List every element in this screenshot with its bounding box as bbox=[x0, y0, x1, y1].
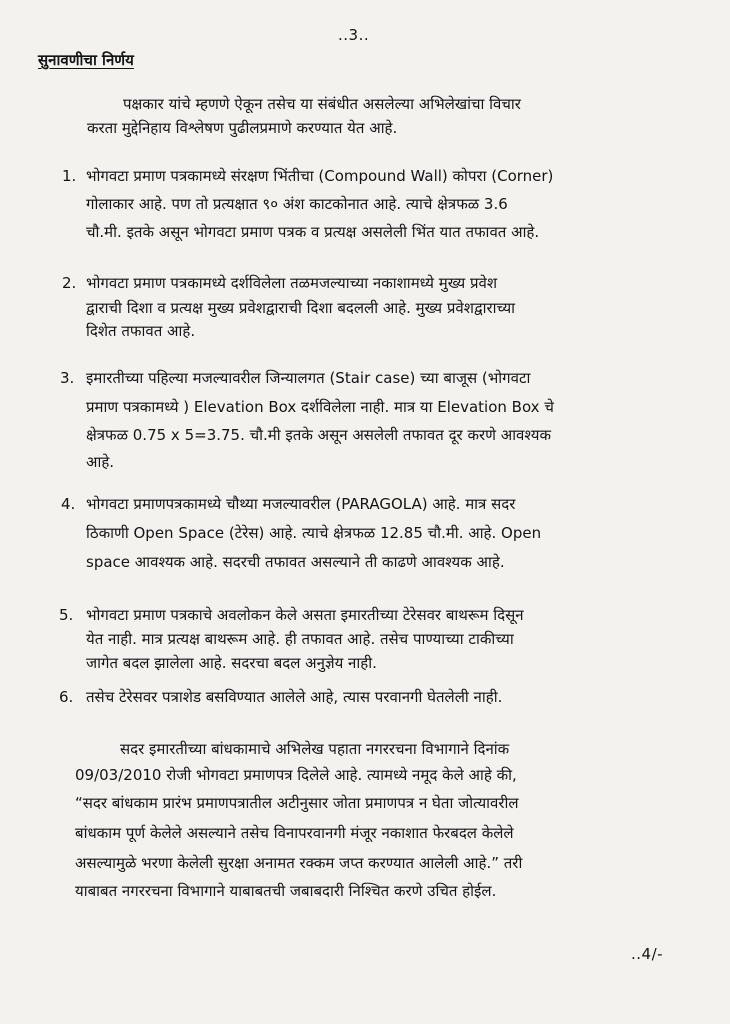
point-line: तसेच टेरेसवर पत्राशेड बसविण्यात आलेले आहे, त्यास परवानगी घेतलेली नाही. bbox=[86, 688, 503, 706]
closing-line: याबाबत नगररचना विभागाने याबाबतची जबाबदारी निश्चित करणे उचित होईल. bbox=[75, 882, 497, 900]
point-line: space आवश्यक आहे. सदरची तफावत असल्याने ती काढणे आवश्यक आहे. bbox=[86, 553, 505, 571]
next-page-marker: ..4/- bbox=[631, 945, 664, 963]
page-number: ..3.. bbox=[338, 26, 370, 44]
point-number: 1. bbox=[62, 167, 77, 185]
section-heading: सुनावणीचा निर्णय bbox=[38, 51, 134, 69]
point-line: ठिकाणी Open Space (टेरेस) आहे. त्याचे क्षेत्रफळ 12.85 चौ.मी. आहे. Open bbox=[86, 524, 542, 542]
point-number: 2. bbox=[62, 274, 77, 292]
intro-line: पक्षकार यांचे म्हणणे ऐकून तसेच या संबंधीत असलेल्या अभिलेखांचा विचार bbox=[123, 95, 521, 113]
point-line: द्वाराची दिशा व प्रत्यक्ष मुख्य प्रवेशद्वाराची दिशा बदलली आहे. मुख्य प्रवेशद्वाराच्या bbox=[86, 299, 516, 317]
point-line: येत नाही. मात्र प्रत्यक्ष बाथरूम आहे. ही तफावत आहे. तसेच पाण्याच्या टाकीच्या bbox=[86, 630, 514, 648]
point-line: प्रमाण पत्रकामध्ये ) Elevation Box दर्शविलेला नाही. मात्र या Elevation Box चे bbox=[86, 398, 554, 416]
point-line: इमारतीच्या पहिल्या मजल्यावरील जिन्यालगत (Stair case) च्या बाजूस (भोगवटा bbox=[86, 369, 531, 387]
point-number: 5. bbox=[59, 606, 74, 624]
point-number: 4. bbox=[61, 495, 76, 513]
closing-line: सदर इमारतीच्या बांधकामाचे अभिलेख पहाता नगररचना विभागाने दिनांक bbox=[120, 740, 510, 758]
point-line: भोगवटा प्रमाणपत्रकामध्ये चौथ्या मजल्यावरील (PARAGOLA) आहे. मात्र सदर bbox=[86, 495, 516, 513]
point-line: आहे. bbox=[86, 453, 115, 471]
closing-line: बांधकाम पूर्ण केलेले असल्याने तसेच विनापरवानगी मंजूर नकाशात फेरबदल केलेले bbox=[75, 824, 514, 842]
point-line: भोगवटा प्रमाण पत्रकामध्ये संरक्षण भिंतीचा (Compound Wall) कोपरा (Corner) bbox=[86, 167, 554, 185]
point-line: जागेत बदल झालेला आहे. सदरचा बदल अनुज्ञेय नाही. bbox=[86, 654, 377, 672]
point-number: 3. bbox=[60, 369, 75, 387]
point-line: चौ.मी. इतके असून भोगवटा प्रमाण पत्रक व प्रत्यक्ष असलेली भिंत यात तफावत आहे. bbox=[86, 223, 540, 241]
closing-line: 09/03/2010 रोजी भोगवटा प्रमाणपत्र दिलेले आहे. त्यामध्ये नमूद केले आहे की, bbox=[75, 766, 517, 784]
point-line: दिशेत तफावत आहे. bbox=[86, 322, 196, 340]
point-line: क्षेत्रफळ 0.75 x 5=3.75. चौ.मी इतके असून असलेली तफावत दूर करणे आवश्यक bbox=[86, 426, 551, 444]
closing-line: असल्यामुळे भरणा केलेली सुरक्षा अनामत रक्कम जप्त करण्यात आलेली आहे.” तरी bbox=[75, 854, 523, 872]
point-line: भोगवटा प्रमाण पत्रकाचे अवलोकन केले असता इमारतीच्या टेरेसवर बाथरूम दिसून bbox=[86, 606, 524, 624]
closing-line: “सदर बांधकाम प्रारंभ प्रमाणपत्रातील अटीनुसार जोता प्रमाणपत्र न घेता जोत्यावरील bbox=[75, 794, 519, 812]
point-line: भोगवटा प्रमाण पत्रकामध्ये दर्शविलेला तळमजल्याच्या नकाशामध्ये मुख्य प्रवेश bbox=[86, 274, 498, 292]
intro-line: करता मुद्देनिहाय विश्लेषण पुढीलप्रमाणे करण्यात येत आहे. bbox=[87, 119, 398, 137]
point-line: गोलाकार आहे. पण तो प्रत्यक्षात ९० अंश काटकोनात आहे. त्याचे क्षेत्रफळ 3.6 bbox=[86, 195, 508, 213]
point-number: 6. bbox=[59, 688, 74, 706]
